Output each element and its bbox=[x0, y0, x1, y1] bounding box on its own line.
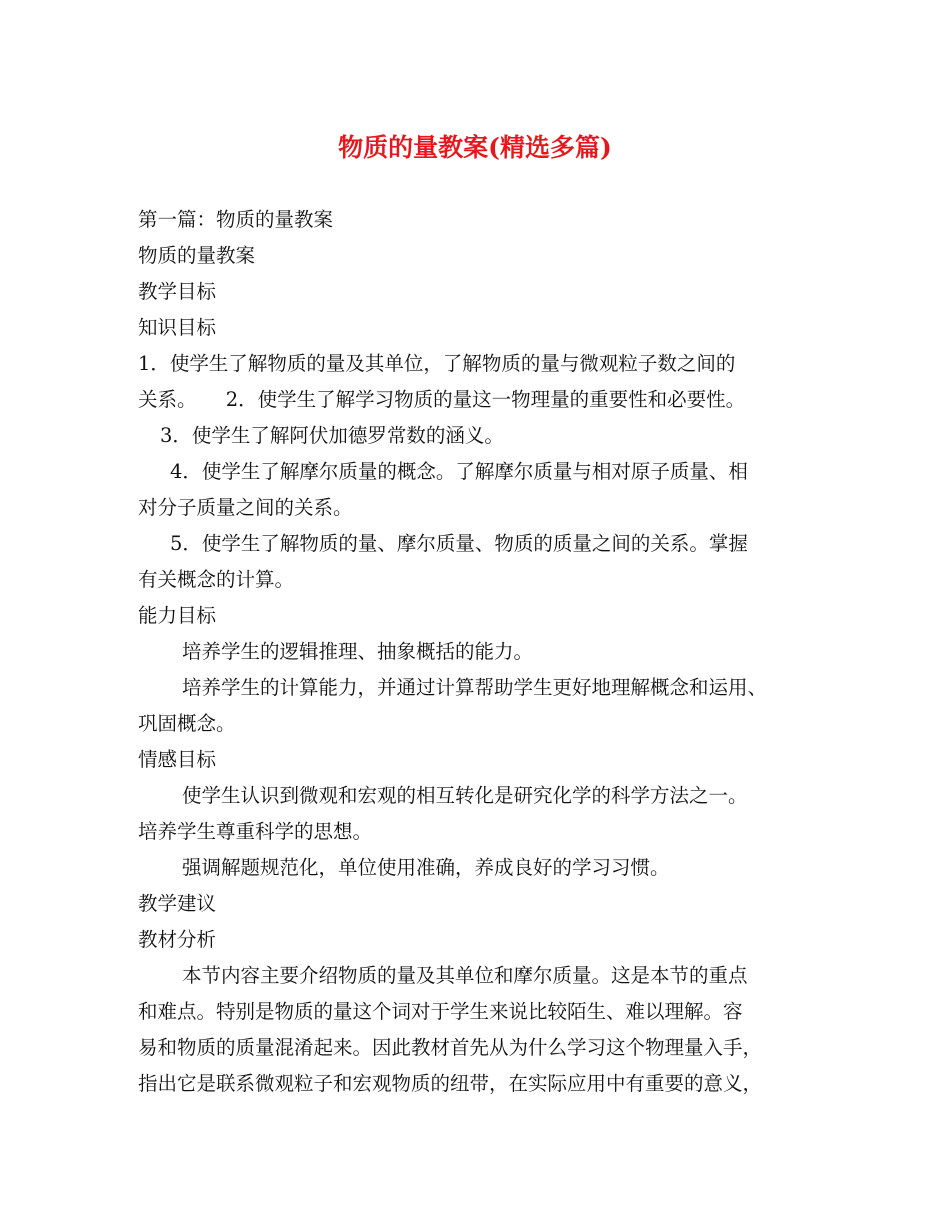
document-title: 物质的量教案(精选多篇) bbox=[338, 133, 612, 162]
text-line: 有关概念的计算。 bbox=[138, 568, 295, 591]
text-line: 4．使学生了解摩尔质量的概念。了解摩尔质量与相对原子质量、相 bbox=[170, 460, 748, 483]
text-line: 关系。 2．使学生了解学习物质的量这一物理量的重要性和必要性。 bbox=[138, 388, 746, 411]
text-line: 教学目标 bbox=[138, 280, 217, 303]
text-line: 巩固概念。 bbox=[138, 712, 236, 735]
text-line: 物质的量教案 bbox=[138, 244, 256, 267]
text-line: 指出它是联系微观粒子和宏观物质的纽带，在实际应用中有重要的意义， bbox=[138, 1072, 763, 1095]
text-line: 培养学生尊重科学的思想。 bbox=[138, 820, 373, 843]
text-line: 能力目标 bbox=[138, 604, 217, 627]
text-line: 第一篇：物质的量教案 bbox=[138, 208, 334, 231]
text-line: 情感目标 bbox=[138, 748, 217, 771]
text-line: 教学建议 bbox=[138, 892, 217, 915]
text-line: 对分子质量之间的关系。 bbox=[138, 496, 353, 519]
text-line: 易和物质的质量混淆起来。因此教材首先从为什么学习这个物理量入手， bbox=[138, 1036, 763, 1059]
text-line: 3．使学生了解阿伏加德罗常数的涵义。 bbox=[160, 424, 504, 447]
text-line: 培养学生的逻辑推理、抽象概括的能力。 bbox=[182, 640, 534, 663]
text-line: 使学生认识到微观和宏观的相互转化是研究化学的科学方法之一。 bbox=[182, 784, 748, 807]
document-body bbox=[138, 202, 818, 1102]
text-line: 1．使学生了解物质的量及其单位，了解物质的量与微观粒子数之间的 bbox=[138, 352, 736, 375]
text-line: 知识目标 bbox=[138, 316, 217, 339]
text-line: 5．使学生了解物质的量、摩尔质量、物质的质量之间的关系。掌握 bbox=[170, 532, 748, 555]
text-line: 培养学生的计算能力，并通过计算帮助学生更好地理解概念和运用、 bbox=[182, 676, 768, 699]
text-line: 强调解题规范化，单位使用准确，养成良好的学习习惯。 bbox=[182, 856, 670, 879]
text-line: 和难点。特别是物质的量这个词对于学生来说比较陌生、难以理解。容 bbox=[138, 1000, 743, 1023]
text-line: 教材分析 bbox=[138, 928, 217, 951]
text-line: 本节内容主要介绍物质的量及其单位和摩尔质量。这是本节的重点 bbox=[182, 964, 748, 987]
